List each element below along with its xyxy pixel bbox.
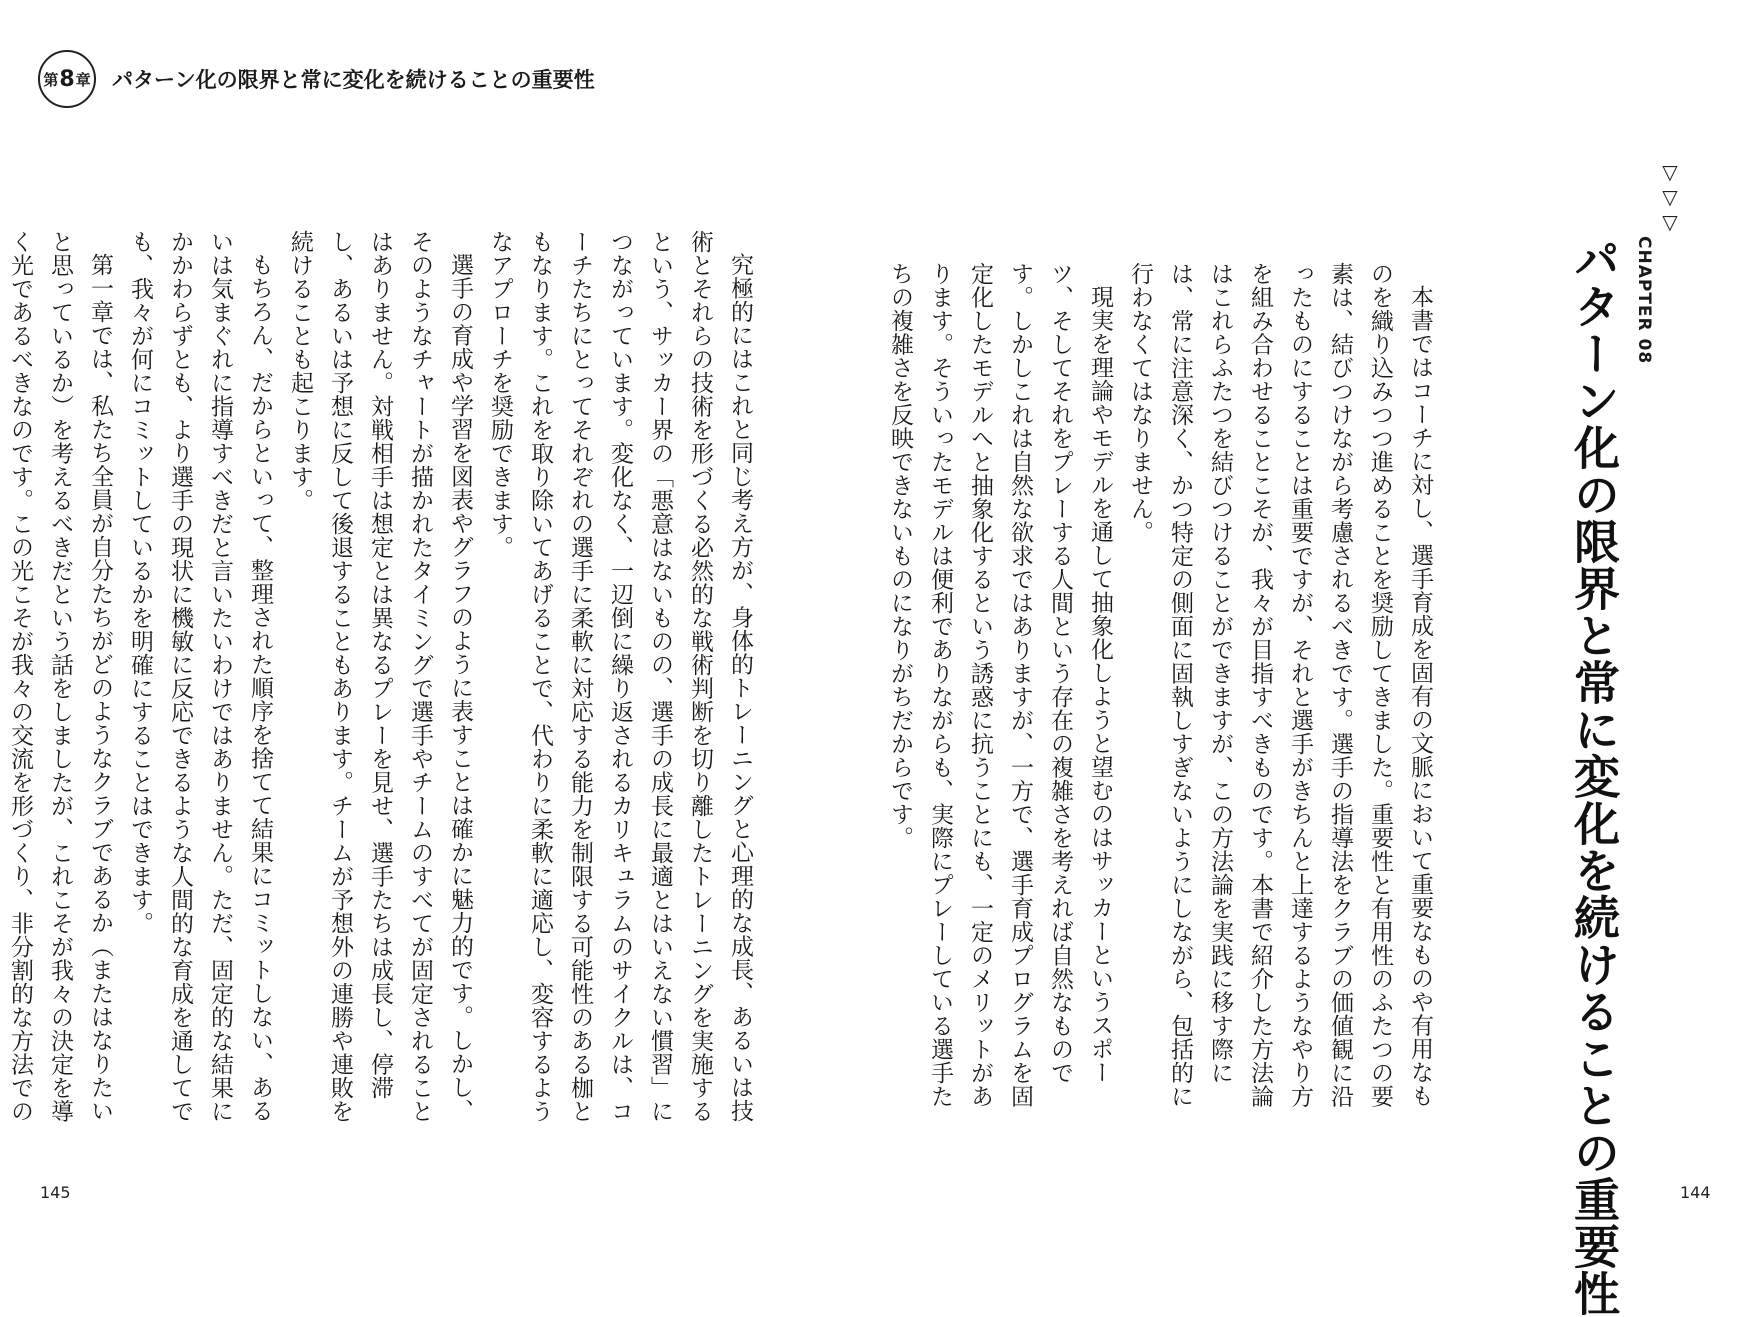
chapter-label: CHAPTER 08	[1634, 236, 1654, 365]
right-paragraph-2: 現実を理論やモデルを通して抽象化しようと望むのはサッカーというスポーツ、そしてそれをプレーする人間という存在の複雑さを考えれば自然なものです。しかしこれは自然な欲求ではありますが、一方で、選手育成プログラムを固定化したモデルへと抽象化するという誘惑に抗うことにも、一定のメリットがあります。そういったモデルは便利でありながらも、実際にプレーしている選手たちの複雑さを反映できないものになりがちだからです。	[887, 262, 1113, 1108]
chapter-badge-number: 8	[59, 66, 75, 92]
right-paragraph-1: 本書ではコーチに対し、選手育成を固有の文脈において重要なものや有用なものを織り込みつつ進めることを奨励してきました。重要性と有用性のふたつの要素は、結びつけながら考慮されるべきです。選手の指導法をクラブの価値観に沿ったものにすることは重要ですが、それと選手がきちんと上達するようなやり方を組み合わせることこそが、我々が目指すべきものです。本書で紹介した方法論はこれらふたつを結びつけることができますが、この方法論を実践に移す際には、常に注意深く、かつ特定の側面に固執しすぎないようにしながら、包括的に行わなくてはなりません。	[1127, 262, 1433, 1108]
chapter-title: パターン化の限界と常に変化を続けることの重要性	[1567, 236, 1621, 1317]
left-paragraph-4: 第一章では、私たち全員が自分たちがどのようなクラブであるか（またはなりたいと思っているか）を考えるべきだという話をしましたが、これこそが我々の決定を導く光であるべきなのです。この光こそが我々の交流を形づくり、非分割的な方法での	[7, 230, 113, 1123]
page-number-right: 144	[1680, 1183, 1711, 1202]
left-page-body	[7, 230, 760, 1130]
chapter-badge	[38, 50, 96, 108]
chapter-badge-prefix: 第	[43, 70, 59, 89]
right-page-body	[887, 262, 1440, 1122]
left-paragraph-3: もちろん、だからといって、整理された順序を捨てて結果にコミットしない、あるいは気まぐれに指導すべきだと言いたいわけではありません。ただ、固定的な結果にかかわらずとも、より選手の現状に機敏に反応できるような人間的な育成を通してでも、我々が何にコミットしているかを明確にすることはできます。	[127, 230, 273, 1123]
left-paragraph-1: 究極的にはこれと同じ考え方が、身体的トレーニングと心理的な成長、あるいは技術とそれらの技術を形づくる必然的な戦術判断を切り離したトレーニングを実施するという、サッカー界の「悪意はないものの、選手の成長に最適とはいえない慣習」につながっています。変化なく、一辺倒に繰り返されるカリキュラムのサイクルは、コーチたちにとってそれぞれの選手に柔軟に対応する能力を制限する可能性のある枷ともなります。これを取り除いてあげることで、代わりに柔軟に適応し、変容するようなアプローチを奨励できます。	[487, 230, 753, 1123]
page-number-left: 145	[40, 1183, 71, 1202]
chapter-badge-suffix: 章	[75, 70, 91, 89]
left-paragraph-2: 選手の育成や学習を図表やグラフのように表すことは確かに魅力的です。しかし、そのようなチャートが描かれたタイミングで選手やチームのすべてが固定されることはありません。対戦相手は想定とは異なるプレーを見せ、選手たちは成長し、停滞し、あるいは予想に反して後退することもあります。チームが予想外の連勝や連敗を続けることも起こります。	[287, 230, 473, 1123]
chapter-marker: ▽▽▽	[1658, 160, 1682, 235]
running-head-title: パターン化の限界と常に変化を続けることの重要性	[112, 68, 595, 92]
